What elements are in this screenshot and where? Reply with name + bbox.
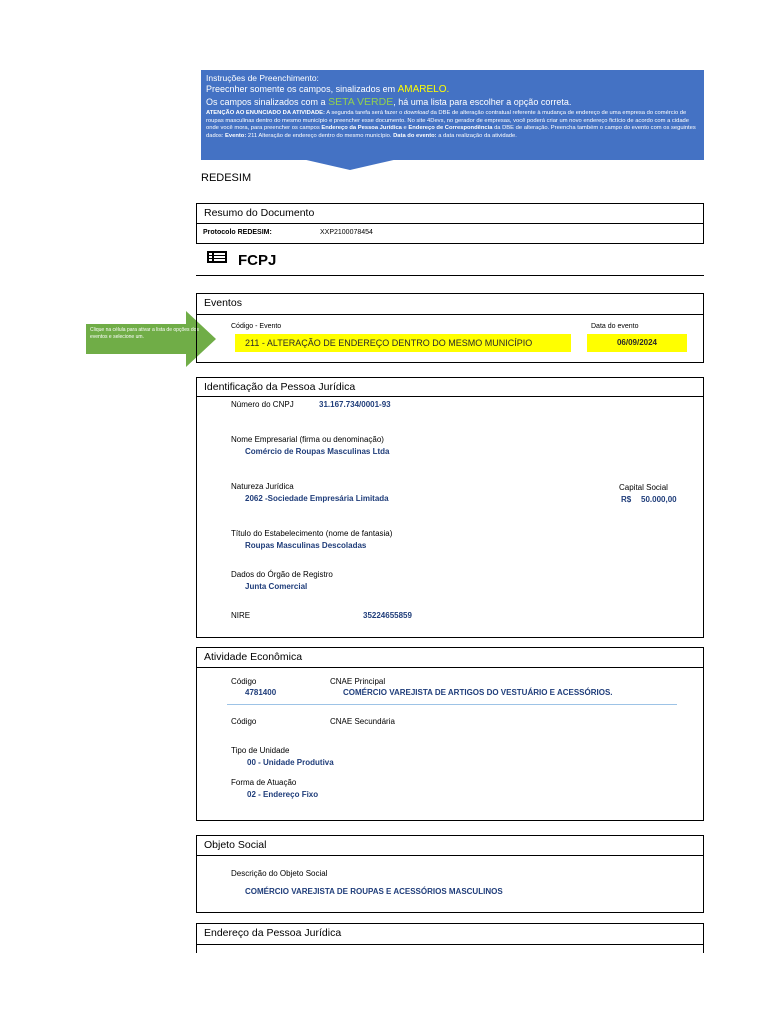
capital-social-label: Capital Social <box>619 483 668 492</box>
fcpj-title: FCPJ <box>238 252 277 269</box>
cnae-principal-value: COMÉRCIO VAREJISTA DE ARTIGOS DO VESTUÁRIO E ACESSÓRIOS. <box>343 688 613 697</box>
cnpj-value: 31.167.734/0001-93 <box>319 400 391 409</box>
capital-currency: R$ <box>621 495 632 504</box>
attention-text-c: da DBE de alteração. Preencha também o campo do evento com os seguintes dados: <box>206 125 696 139</box>
protocol-value: XXP2100078454 <box>320 229 373 236</box>
objeto-divider <box>197 855 703 856</box>
attention-paragraph <box>206 110 699 140</box>
nome-empresarial-value: Comércio de Roupas Masculinas Ltda <box>245 447 390 456</box>
cnae-secundaria-label: CNAE Secundária <box>330 717 395 726</box>
eventos-title: Eventos <box>204 297 242 309</box>
resumo-title: Resumo do Documento <box>204 207 315 219</box>
objeto-section <box>196 835 704 913</box>
nire-label: NIRE <box>231 611 251 620</box>
attention-field-2: Endereço de Correspondência <box>408 125 493 132</box>
attention-download-word: download <box>403 110 429 117</box>
identificacao-title: Identificação da Pessoa Jurídica <box>204 381 356 393</box>
endereco-divider <box>197 944 703 945</box>
document-list-icon <box>206 250 228 264</box>
cnae-codigo-value: 4781400 <box>245 688 277 697</box>
titulo-estabelecimento-label: Título do Estabelecimento (nome de fantasia) <box>231 529 393 538</box>
identificacao-divider <box>197 396 703 397</box>
event-code-select[interactable]: 211 - ALTERAÇÃO DE ENDEREÇO DENTRO DO MESMO MUNICÍPIO <box>235 334 571 352</box>
cnpj-label: Número do CNPJ <box>231 400 294 409</box>
objeto-title: Objeto Social <box>204 839 267 851</box>
cnae-separator <box>227 704 677 705</box>
nire-value: 35224655859 <box>363 611 412 620</box>
natureza-juridica-label: Natureza Jurídica <box>231 482 294 491</box>
attention-text-b: da DBE de alteração contratual referente à mudança de endereço de uma empresa do comércio de roupas masculinas dentro do mesmo município e preencher esse documento. No site 4Devs, no gerador de empresas, você poderá criar um novo endereço fictício de acordo com a cidade onde você mora, para preencher os campos <box>206 110 690 132</box>
callout-pointer <box>302 159 398 170</box>
eventos-divider <box>197 314 703 315</box>
objeto-desc-value: COMÉRCIO VAREJISTA DE ROUPAS E ACESSÓRIOS MASCULINOS <box>245 887 503 896</box>
endereco-section <box>196 923 704 953</box>
forma-atuacao-value: 02 - Endereço Fixo <box>247 790 319 799</box>
atividade-title: Atividade Econômica <box>204 651 303 663</box>
event-date-input[interactable]: 06/09/2024 <box>587 334 687 352</box>
tipo-unidade-value: 00 - Unidade Produtiva <box>247 758 334 767</box>
instructions-title: Instruções de Preenchimento: <box>206 73 319 83</box>
forma-atuacao-label: Forma de Atuação <box>231 778 297 787</box>
attention-field-1: Endereço da Pessoa Jurídica <box>321 125 402 132</box>
titulo-estabelecimento-value: Roupas Masculinas Descoladas <box>245 541 367 550</box>
attention-label: ATENÇÃO AO ENUNCIADO DA ATIVIDADE: <box>206 110 325 117</box>
attention-date-value: a data realização da atividade. <box>436 132 517 139</box>
attention-and: e <box>401 125 409 132</box>
instructions-line2-text: Preecnher somente os campos, sinalizados em <box>206 83 398 94</box>
cnae-principal-label: CNAE Principal <box>330 677 386 686</box>
orgao-registro-label: Dados do Órgão de Registro <box>231 570 333 579</box>
instructions-line3-text: Os campos sinalizados com a <box>206 97 329 108</box>
instructions-callout <box>201 70 704 160</box>
redesim-label: REDESIM <box>201 172 252 184</box>
fcpj-underline <box>196 275 704 276</box>
event-date-label: Data do evento <box>591 323 639 330</box>
resumo-divider <box>197 223 703 224</box>
objeto-desc-label: Descrição do Objeto Social <box>231 869 328 878</box>
tipo-unidade-label: Tipo de Unidade <box>231 746 290 755</box>
natureza-juridica-value: 2062 -Sociedade Empresária Limitada <box>245 494 389 503</box>
attention-text-a: A segunda tarefa será fazer o <box>324 110 404 117</box>
cnae-codigo2-label: Código <box>231 717 257 726</box>
atividade-section <box>196 647 704 821</box>
green-keyword: SETA VERDE <box>328 96 394 109</box>
attention-date-label: Data do evento: <box>393 132 437 139</box>
protocol-label: Protocolo REDESIM: <box>203 229 272 236</box>
eventos-section <box>196 293 704 363</box>
identificacao-section <box>196 377 704 638</box>
nome-empresarial-label: Nome Empresarial (firma ou denominação) <box>231 435 384 444</box>
endereco-title: Endereço da Pessoa Jurídica <box>204 927 342 939</box>
yellow-keyword: AMARELO. <box>397 83 450 95</box>
atividade-divider <box>197 667 703 668</box>
fcpj-header <box>196 246 704 276</box>
orgao-registro-value: Junta Comercial <box>245 582 308 591</box>
cnae-codigo-label: Código <box>231 677 257 686</box>
attention-event-label: Evento: <box>225 132 247 139</box>
capital-social-value: 50.000,00 <box>641 495 677 504</box>
attention-event-value: 211 Alteração de endereço dentro do mesmo município. <box>246 132 394 139</box>
hint-arrow-text: Clique na célula para ativar a lista de opções dos eventos e selecione um. <box>90 327 199 340</box>
resumo-section <box>196 203 704 244</box>
instructions-line-green <box>206 96 699 109</box>
instructions-line-yellow <box>206 84 699 97</box>
event-code-label: Código - Evento <box>231 323 282 330</box>
instructions-line3-post: , há uma lista para escolher a opção correta. <box>393 97 572 108</box>
